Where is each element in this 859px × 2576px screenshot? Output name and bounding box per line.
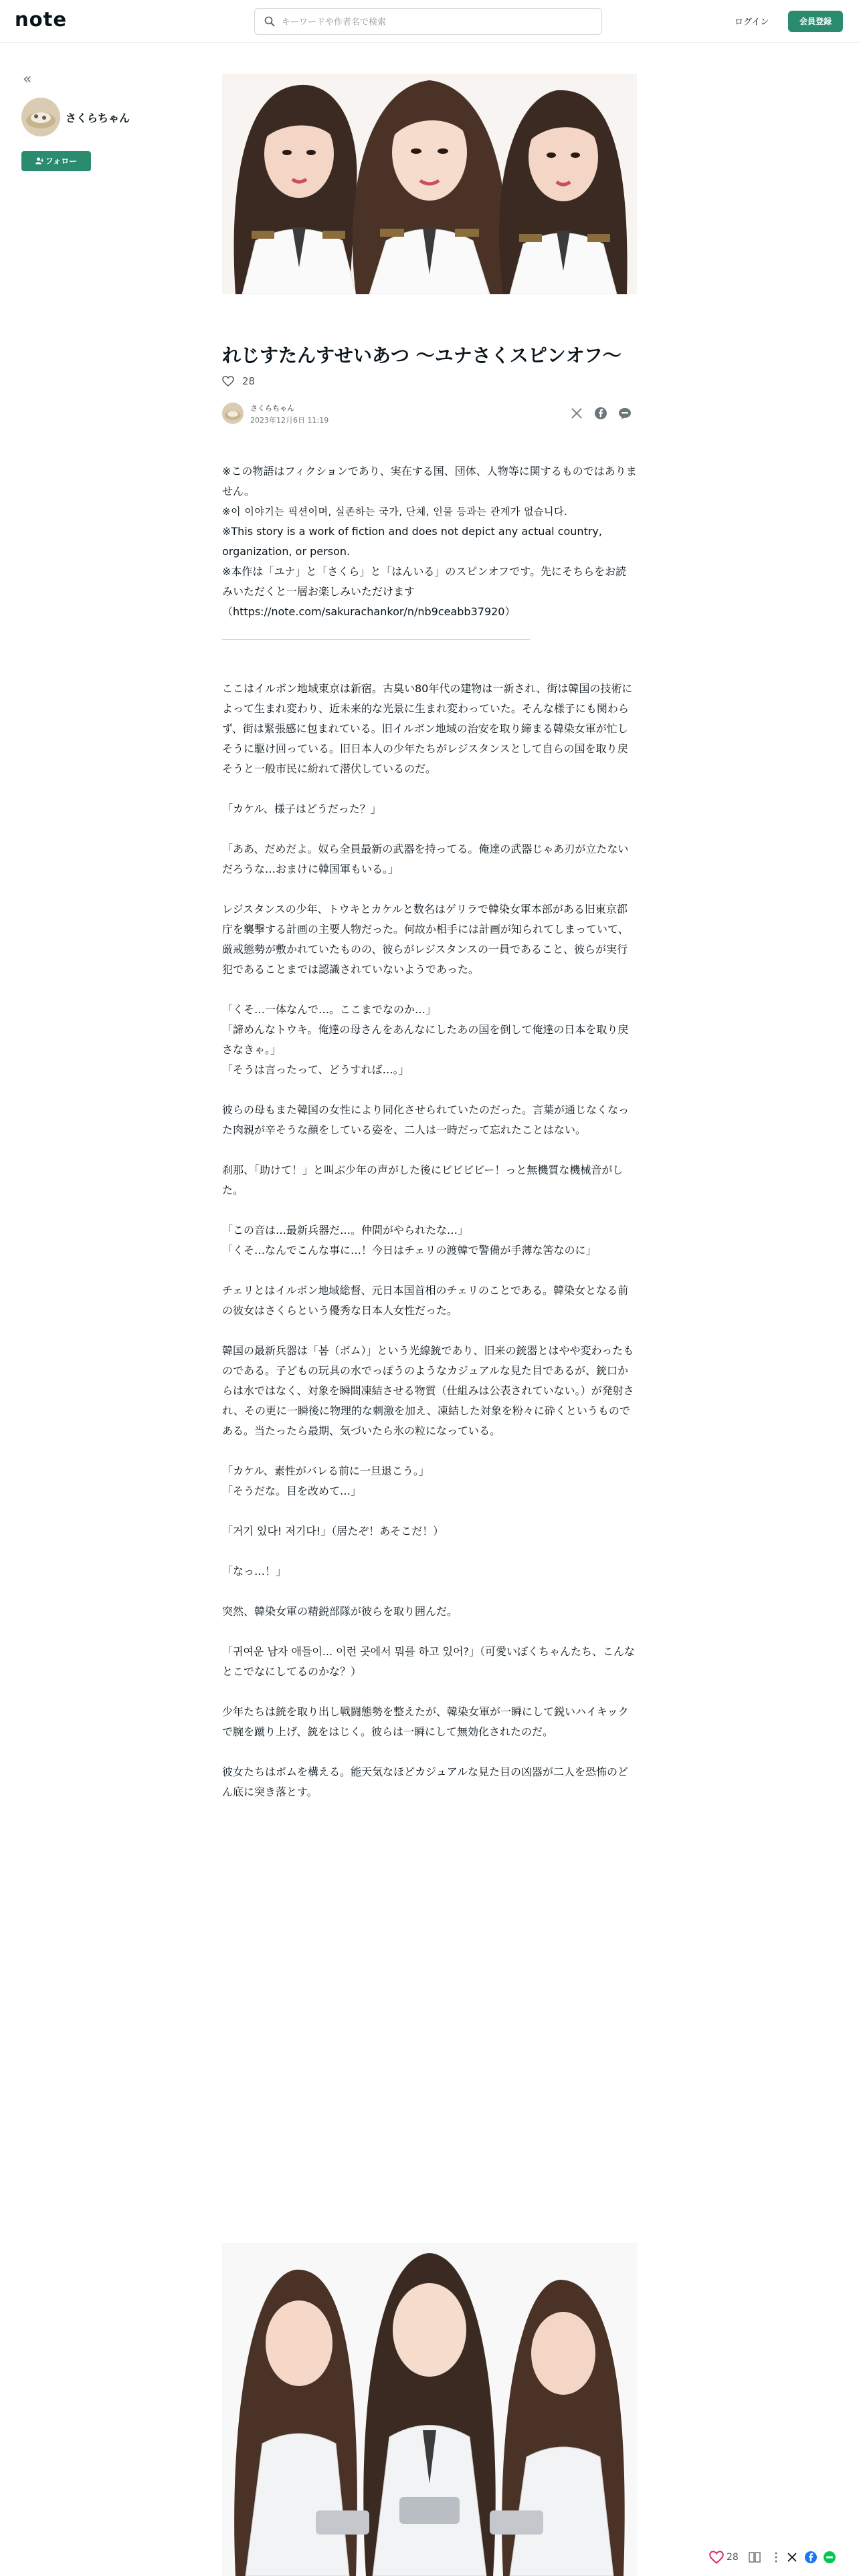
paragraph: 「カケル、様子はどうだった？」	[222, 802, 381, 815]
paragraph: 「くそ…なんでこんな事に…！今日はチェリの渡韓で警備が手薄な筈なのに」	[222, 1244, 597, 1257]
line-share-icon[interactable]	[823, 2551, 836, 2564]
collapse-sidebar-icon[interactable]: «	[23, 71, 32, 88]
disclaimer-ko: ※이 이야기는 픽션이며, 실존하는 국가, 단체, 인물 등과는 관계가 없습니다.	[222, 506, 568, 518]
follow-button[interactable]	[21, 151, 91, 171]
paragraph: 「諦めんなトウキ。俺達の母さんをあんなにしたあの国を倒して俺達の日本を取り戻さなきゃ。」	[222, 1023, 629, 1056]
paragraph: 「そうだな。目を改めて…」	[222, 1485, 362, 1497]
paragraph: 「귀여운 남자 애들이... 이런 곳에서 뭐를 하고 있어?」（可愛いぼくちゃんたち、こんなとこでなにしてるのかな？）	[222, 1645, 636, 1678]
paragraph: 「カケル、素性がバレる前に一旦退こう。」	[222, 1465, 430, 1477]
like-count: 28	[242, 375, 256, 387]
facebook-share-icon[interactable]	[804, 2551, 818, 2564]
site-header	[0, 0, 859, 43]
x-share-icon[interactable]	[785, 2551, 799, 2564]
floating-action-bar	[700, 2548, 859, 2568]
paragraph: 「거기 있다! 저기다!」（居たぞ！あそこだ！）	[222, 1525, 444, 1537]
paragraph: 彼らの母もまた韓国の女性により同化させられていたのだった。言葉が通じなくなった肉親が辛そうな顔をしている姿を、二人は一時だって忘れたことはない。	[222, 1103, 630, 1136]
spinoff-note: ※本作は「ユナ」と「さくら」と「はんいる」のスピンオフです。先にそちらをお読みいただくと一層お楽しみいただけます	[222, 565, 627, 598]
disclaimer-en: ※This story is a work of fiction and does not depict any actual country, organization, or person.	[222, 525, 602, 558]
x-share-icon[interactable]	[570, 407, 583, 420]
hero-image	[222, 74, 637, 294]
search-box[interactable]	[254, 8, 602, 35]
paragraph: 彼女たちはボムを構える。能天気なほどカジュアルな見た目の凶器が二人を恐怖のどん底に突き落とす。	[222, 1765, 629, 1798]
more-icon[interactable]	[769, 2551, 783, 2564]
paragraph: 「なっ…！」	[222, 1565, 287, 1578]
paragraph: レジスタンスの少年、トウキとカケルと数名はゲリラで韓染女軍本部がある旧東京都庁を襲撃する計画の主要人物だった。何故か相手には計画が知られてしまっていて、厳戒態勢が敷かれていたものの、彼らがレジスタンスの一員であること、彼らが実行犯であることまでは認識されていないようであった。	[222, 903, 629, 976]
publish-date: 2023年12月6日 11:19	[250, 416, 329, 425]
add-user-icon	[35, 157, 43, 165]
disclaimer-ja: ※この物語はフィクションであり、実在する国、団体、人物等に関するものではありません。	[222, 465, 637, 498]
search-input[interactable]	[282, 14, 589, 30]
note-logo[interactable]: note	[15, 8, 68, 31]
paragraph: 刹那、「助けて！」と叫ぶ少年の声がした後にビビビビー！っと無機質な機械音がした。	[222, 1164, 624, 1196]
heart-icon[interactable]	[709, 2551, 724, 2564]
paragraph: 突然、韓染女軍の精鋭部隊が彼らを取り囲んだ。	[222, 1605, 458, 1618]
search-icon	[264, 16, 275, 27]
paragraph: 「そうは言ったって、どうすれば…。」	[222, 1063, 409, 1076]
author-avatar[interactable]	[21, 98, 60, 136]
byline-author-name[interactable]: さくらちゃん	[250, 404, 294, 413]
follow-label: フォロー	[45, 156, 78, 166]
paragraph: 韓国の最新兵器は「봄（ボム）」という光線銃であり、旧来の銃器とはやや変わったものである。子どもの玩具の水でっぽうのようなカジュアルな見た目であるが、銃口からは水ではなく、対象を瞬間凍結させる物質（仕組みは公表されていない。）が発射され、その更に一瞬後に物理的な刺激を加え、凍結した対象を粉々に砕くというものである。当たったら最期、気づいたら氷の粒になっている。	[222, 1344, 634, 1437]
byline	[222, 401, 637, 428]
paragraph: 「ああ、だめだよ。奴ら全員最新の武器を持ってる。俺達の武器じゃあ刃が立たないだろうな…おまけに韓国軍もいる。」	[222, 843, 629, 875]
article-illustration	[222, 2243, 637, 2576]
heart-icon[interactable]	[222, 376, 234, 387]
byline-avatar[interactable]	[222, 403, 244, 424]
line-share-icon[interactable]	[618, 407, 632, 420]
author-name[interactable]: さくらちゃん	[66, 112, 130, 124]
signup-button[interactable]: 会員登録	[788, 11, 843, 32]
article-title: れじすたんすせいあつ 〜ユナさくスピンオフ〜	[222, 344, 622, 366]
paragraph: 少年たちは銃を取り出し戦闘態勢を整えたが、韓染女軍が一瞬にして鋭いハイキックで腕を蹴り上げ、銃をはじく。彼らは一瞬にして無効化されたのだ。	[222, 1705, 629, 1738]
article-body	[222, 461, 637, 1822]
facebook-share-icon[interactable]	[594, 407, 607, 420]
floating-like-count: 28	[727, 2552, 739, 2563]
paragraph: 「くそ…一体なんで…。ここまでなのか…」	[222, 1003, 437, 1016]
magazine-icon[interactable]	[748, 2551, 761, 2564]
section-divider	[222, 639, 530, 640]
paragraph: ここはイルボン地域東京は新宿。古臭い80年代の建物は一新され、街は韓国の技術によって生まれ変わり、近未来的な光景に生まれ変わっていた。そんな様子にも関わらず、街は緊張感に包まれている。旧イルボン地域の治安を取り締まる韓染女軍が忙しそうに駆け回っている。旧日本人の少年たちがレジスタンスとして自らの国を取り戻そうと一般市民に紛れて潜伏しているのだ。	[222, 682, 633, 775]
login-link[interactable]: ログイン	[735, 17, 769, 27]
paragraph: 「この音は…最新兵器だ…。仲間がやられたな…」	[222, 1224, 469, 1237]
spinoff-link[interactable]: （https://note.com/sakurachankor/n/nb9ceabb37920）	[222, 605, 516, 618]
paragraph: チェリとはイルボン地域総督、元日本国首相のチェリのことである。韓染女となる前の彼女はさくらという優秀な日本人女性だった。	[222, 1284, 629, 1317]
